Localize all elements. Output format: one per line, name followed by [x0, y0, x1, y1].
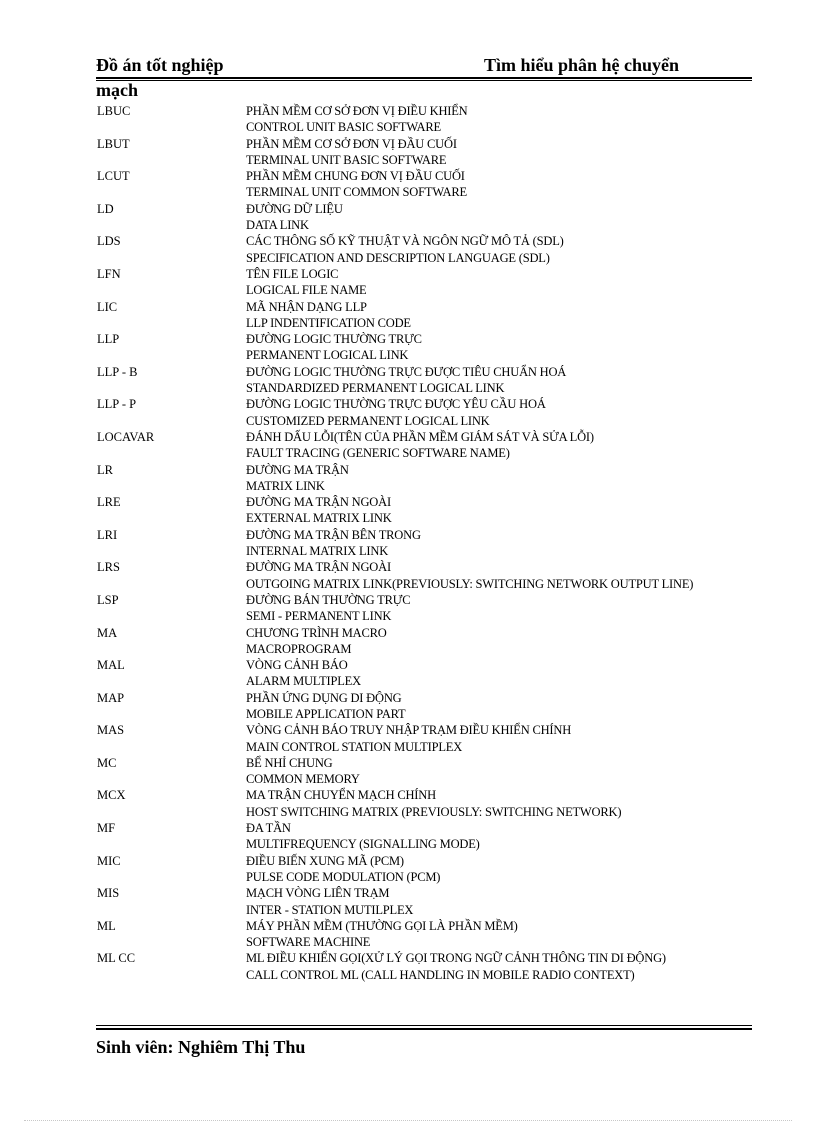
- list-item: [0, 592, 816, 625]
- definition-vietnamese: ĐƯỜNG LOGIC THƯỜNG TRỰC ĐƯỢC TIÊU CHUẨN HOÁ: [246, 364, 567, 379]
- definition-vietnamese: PHẦN MỀM CƠ SỞ ĐƠN VỊ ĐẦU CUỐI: [246, 136, 457, 151]
- list-item: [0, 820, 816, 853]
- abbreviation-term: LBUT: [97, 136, 130, 151]
- abbreviation-definitions: [246, 103, 698, 136]
- definition-english: SPECIFICATION AND DESCRIPTION LANGUAGE (SDL): [246, 250, 550, 265]
- list-item: [0, 266, 816, 299]
- definition-english: PULSE CODE MODULATION (PCM): [246, 869, 441, 884]
- definition-vietnamese: TÊN FILE LOGIC: [246, 266, 339, 281]
- header-right-title: Tìm hiểu phân hệ chuyển: [484, 55, 680, 75]
- abbreviation-term: LCUT: [97, 169, 130, 184]
- definition-english: CALL CONTROL ML (CALL HANDLING IN MOBILE RADIO CONTEXT): [246, 967, 635, 982]
- header-left-title: Đồ án tốt nghiệp: [96, 55, 224, 75]
- definition-vietnamese: MÁY PHẦN MỀM (THƯỜNG GỌI LÀ PHẦN MỀM): [246, 918, 518, 933]
- definition-vietnamese: PHẦN MỀM CƠ SỞ ĐƠN VỊ ĐIỀU KHIỂN: [246, 104, 468, 118]
- page-bottom-dotted-line: [24, 1120, 792, 1121]
- definition-vietnamese: ML ĐIỀU KHIỂN GỌI(XỬ LÝ GỌI TRONG NGỮ CẢNH THÔNG TIN DI ĐỘNG): [246, 951, 666, 966]
- abbreviation-definitions: [246, 950, 698, 983]
- abbreviation-definitions: [246, 331, 698, 364]
- abbreviation-term: LRI: [97, 527, 118, 542]
- definition-english: MOBILE APPLICATION PART: [246, 706, 406, 721]
- list-item: [0, 233, 816, 266]
- abbreviation-term: MAL: [97, 658, 125, 673]
- abbreviation-term: MCX: [97, 788, 126, 803]
- abbreviation-term: ML CC: [97, 951, 136, 966]
- definition-english: EXTERNAL MATRIX LINK: [246, 511, 392, 526]
- list-item: [0, 950, 816, 983]
- header-title-continuation: mạch: [96, 80, 138, 100]
- footer-rule-thick: [96, 1028, 752, 1030]
- abbreviation-definitions: [246, 755, 698, 788]
- abbreviation-definitions: [246, 201, 698, 234]
- abbreviation-term: ML: [97, 918, 116, 933]
- definition-vietnamese: CHƯƠNG TRÌNH MACRO: [246, 625, 387, 640]
- abbreviation-definitions: [246, 657, 698, 690]
- header-rule-thick: [96, 77, 752, 79]
- list-item: [0, 364, 816, 397]
- definition-english: LLP INDENTIFICATION CODE: [246, 315, 411, 330]
- abbreviation-term: MAS: [97, 723, 125, 738]
- definition-vietnamese: VÒNG CẢNH BÁO TRUY NHẬP TRẠM ĐIỀU KHIỂN CHÍNH: [246, 723, 572, 738]
- abbreviation-definitions: [246, 885, 698, 918]
- list-item: [0, 201, 816, 234]
- definition-vietnamese: MA TRẬN CHUYỂN MẠCH CHÍNH: [246, 788, 436, 803]
- definition-english: OUTGOING MATRIX LINK(PREVIOUSLY: SWITCHING NETWORK OUTPUT LINE): [246, 576, 694, 591]
- definition-vietnamese: MẠCH VÒNG LIÊN TRẠM: [246, 886, 390, 901]
- abbreviation-term: LRE: [97, 495, 121, 510]
- abbreviation-definitions: [246, 364, 698, 397]
- footer-student-name: Sinh viên: Nghiêm Thị Thu: [96, 1037, 306, 1057]
- list-item: [0, 429, 816, 462]
- abbreviation-definitions: [246, 494, 698, 527]
- abbreviation-term: LLP: [97, 332, 120, 347]
- abbreviation-definitions: [246, 233, 698, 266]
- definition-english: PERMANENT LOGICAL LINK: [246, 348, 409, 363]
- list-item: [0, 136, 816, 169]
- abbreviation-definitions: [246, 559, 698, 592]
- abbreviation-term: LIC: [97, 299, 118, 314]
- abbreviation-term: LLP - B: [97, 364, 138, 379]
- list-item: [0, 462, 816, 495]
- abbreviation-definitions: [246, 429, 698, 462]
- definition-english: CUSTOMIZED PERMANENT LOGICAL LINK: [246, 413, 490, 428]
- abbreviation-definitions: [246, 168, 698, 201]
- list-item: [0, 918, 816, 951]
- list-item: [0, 755, 816, 788]
- definition-vietnamese: BỂ NHỈ CHUNG: [246, 755, 333, 770]
- definition-vietnamese: ĐƯỜNG LOGIC THƯỜNG TRỰC ĐƯỢC YÊU CẦU HOÁ: [246, 397, 546, 412]
- definition-vietnamese: ĐIỀU BIẾN XUNG MÃ (PCM): [246, 853, 404, 868]
- abbreviation-term: LR: [97, 462, 113, 477]
- abbreviation-term: LOCAVAR: [97, 429, 155, 444]
- definition-english: FAULT TRACING (GENERIC SOFTWARE NAME): [246, 446, 510, 461]
- list-item: [0, 103, 816, 136]
- definition-vietnamese: ĐÁNH DẤU LỖI(TÊN CỦA PHẦN MỀM GIÁM SÁT VÀ SỬA LỖI): [246, 429, 594, 444]
- list-item: [0, 559, 816, 592]
- abbreviation-term: MC: [97, 755, 117, 770]
- abbreviation-definitions: [246, 527, 698, 560]
- abbreviation-definitions: [246, 690, 698, 723]
- definition-english: SEMI - PERMANENT LINK: [246, 609, 392, 624]
- definition-english: INTER - STATION MUTILPLEX: [246, 902, 414, 917]
- definition-english: HOST SWITCHING MATRIX (PREVIOUSLY: SWITCHING NETWORK): [246, 804, 622, 819]
- abbreviation-list: [0, 103, 816, 983]
- definition-vietnamese: CÁC THÔNG SỐ KỸ THUẬT VÀ NGÔN NGỮ MÔ TẢ (SDL): [246, 234, 564, 249]
- abbreviation-definitions: [246, 462, 698, 495]
- abbreviation-definitions: [246, 722, 698, 755]
- list-item: [0, 396, 816, 429]
- definition-vietnamese: ĐƯỜNG MA TRẬN NGOÀI: [246, 560, 391, 575]
- abbreviation-definitions: [246, 266, 698, 299]
- definition-vietnamese: ĐƯỜNG MA TRẬN BÊN TRONG: [246, 527, 421, 542]
- abbreviation-term: MIS: [97, 886, 120, 901]
- definition-vietnamese: VÒNG CẢNH BÁO: [246, 658, 348, 673]
- abbreviation-term: LSP: [97, 592, 119, 607]
- list-item: [0, 625, 816, 658]
- list-item: [0, 722, 816, 755]
- abbreviation-term: MAP: [97, 690, 125, 705]
- abbreviation-definitions: [246, 396, 698, 429]
- abbreviation-term: LBUC: [97, 104, 131, 118]
- definition-english: TERMINAL UNIT COMMON SOFTWARE: [246, 185, 467, 200]
- definition-english: TERMINAL UNIT BASIC SOFTWARE: [246, 152, 447, 167]
- list-item: [0, 494, 816, 527]
- definition-vietnamese: ĐƯỜNG DỮ LIỆU: [246, 201, 343, 216]
- definition-vietnamese: ĐA TẦN: [246, 821, 291, 836]
- abbreviation-definitions: [246, 787, 698, 820]
- definition-english: SOFTWARE MACHINE: [246, 935, 371, 950]
- list-item: [0, 331, 816, 364]
- list-item: [0, 299, 816, 332]
- abbreviation-definitions: [246, 918, 698, 951]
- abbreviation-term: MA: [97, 625, 118, 640]
- list-item: [0, 690, 816, 723]
- abbreviation-definitions: [246, 136, 698, 169]
- definition-vietnamese: ĐƯỜNG LOGIC THƯỜNG TRỰC: [246, 332, 422, 347]
- definition-vietnamese: ĐƯỜNG BÁN THƯỜNG TRỰC: [246, 592, 411, 607]
- header-rule-thin: [96, 80, 752, 81]
- definition-vietnamese: PHẦN ỨNG DỤNG DI ĐỘNG: [246, 690, 402, 705]
- list-item: [0, 657, 816, 690]
- definition-english: DATA LINK: [246, 218, 309, 233]
- definition-vietnamese: PHẦN MỀM CHUNG ĐƠN VỊ ĐẦU CUỐI: [246, 169, 465, 184]
- footer-rule-thin: [96, 1025, 752, 1026]
- definition-english: CONTROL UNIT BASIC SOFTWARE: [246, 120, 441, 135]
- definition-english: MACROPROGRAM: [246, 641, 352, 656]
- abbreviation-term: LFN: [97, 266, 121, 281]
- definition-english: LOGICAL FILE NAME: [246, 283, 367, 298]
- list-item: [0, 527, 816, 560]
- abbreviation-term: LRS: [97, 560, 120, 575]
- definition-english: ALARM MULTIPLEX: [246, 674, 361, 689]
- definition-english: MULTIFREQUENCY (SIGNALLING MODE): [246, 837, 480, 852]
- list-item: [0, 168, 816, 201]
- abbreviation-term: MIC: [97, 853, 121, 868]
- definition-english: STANDARDIZED PERMANENT LOGICAL LINK: [246, 381, 505, 396]
- definition-english: INTERNAL MATRIX LINK: [246, 544, 389, 559]
- definition-english: MATRIX LINK: [246, 478, 325, 493]
- definition-english: MAIN CONTROL STATION MULTIPLEX: [246, 739, 463, 754]
- abbreviation-definitions: [246, 299, 698, 332]
- list-item: [0, 885, 816, 918]
- definition-vietnamese: ĐƯỜNG MA TRẬN: [246, 462, 349, 477]
- definition-vietnamese: ĐƯỜNG MA TRẬN NGOÀI: [246, 495, 391, 510]
- abbreviation-term: LLP - P: [97, 397, 137, 412]
- abbreviation-term: MF: [97, 821, 116, 836]
- abbreviation-definitions: [246, 625, 698, 658]
- abbreviation-definitions: [246, 592, 698, 625]
- list-item: [0, 853, 816, 886]
- definition-english: COMMON MEMORY: [246, 772, 360, 787]
- abbreviation-definitions: [246, 853, 698, 886]
- definition-vietnamese: MÃ NHẬN DẠNG LLP: [246, 299, 367, 314]
- list-item: [0, 787, 816, 820]
- abbreviation-term: LD: [97, 201, 114, 216]
- abbreviation-term: LDS: [97, 234, 121, 249]
- abbreviation-definitions: [246, 820, 698, 853]
